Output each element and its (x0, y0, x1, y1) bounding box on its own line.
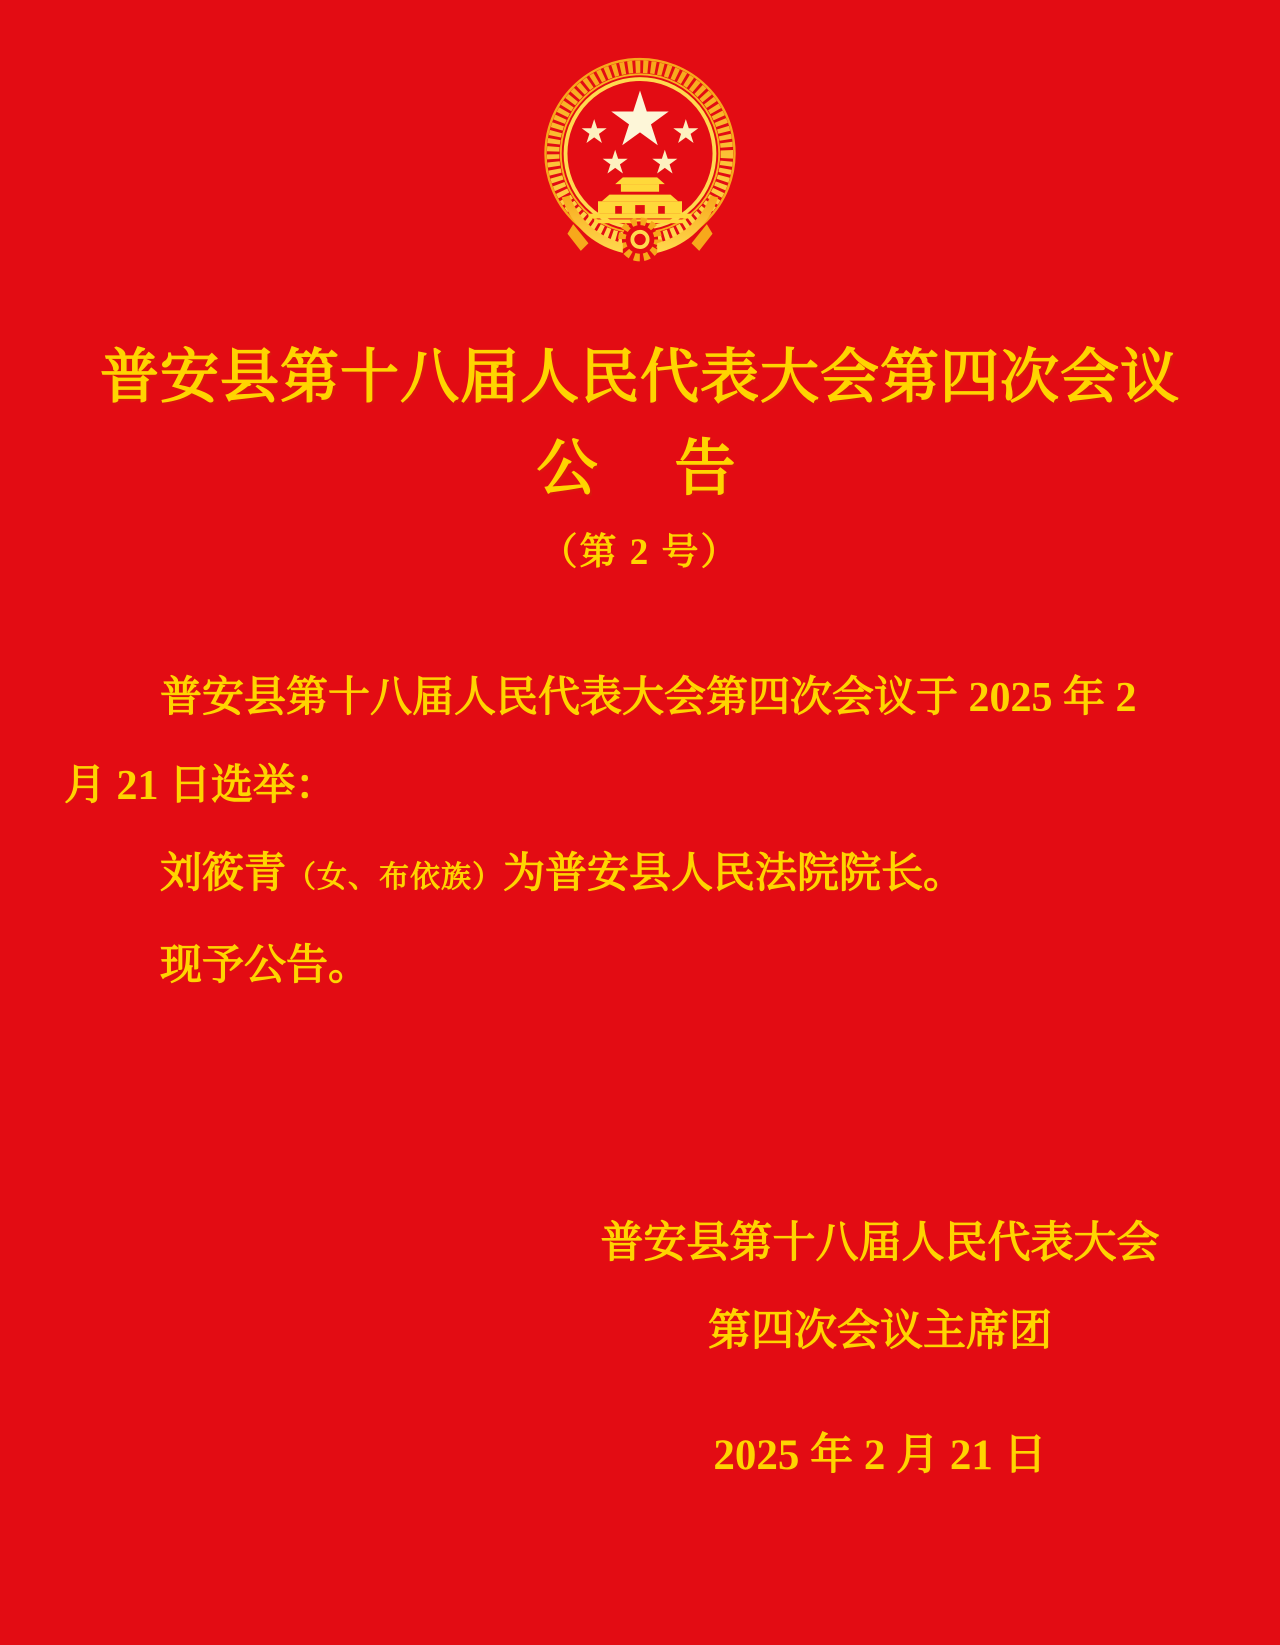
signature-date: 2025 年 2 月 21 日 (713, 1431, 1047, 1479)
issue-number: （第 2 号） (540, 532, 740, 574)
announcement-body (0, 654, 1280, 1010)
title-block (0, 344, 1280, 574)
elected-person-line (64, 830, 1194, 922)
signature-block (560, 1200, 1200, 1500)
elected-person-note: （女、布依族） (286, 860, 504, 894)
page-title: 普安县第十八届人民代表大会第四次会议 (99, 344, 1180, 410)
closing-line: 现予公告。 (160, 942, 371, 989)
elected-position: 为普安县人民法院院长。 (503, 850, 966, 897)
elected-person-name: 刘筱青 (160, 850, 287, 897)
announcement-heading: 公 告 (536, 436, 744, 504)
china-national-emblem-icon (535, 56, 745, 274)
emblem-container (0, 0, 1280, 274)
signature-org-line-1: 普安县第十八届人民代表大会 (600, 1219, 1160, 1267)
signature-org-line-2: 第四次会议主席团 (708, 1307, 1052, 1355)
body-paragraph-line-2: 月 21 日选举： (64, 762, 338, 809)
body-paragraph-line-1: 普安县第十八届人民代表大会第四次会议于 2025 年 2 (160, 674, 1137, 721)
